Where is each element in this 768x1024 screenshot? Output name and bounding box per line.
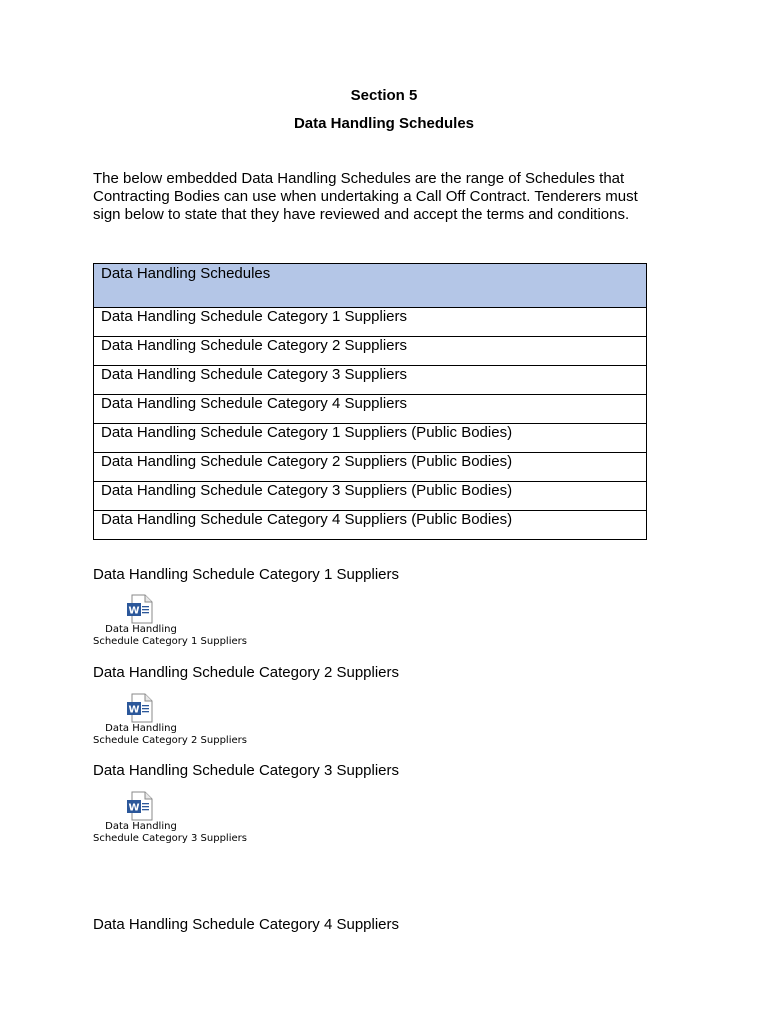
- table-cell: Data Handling Schedule Category 1 Suppliers (Public Bodies): [94, 424, 647, 453]
- table-row: [94, 482, 647, 511]
- attachment-label-category-1: Data Handling Schedule Category 1 Suppliers: [93, 566, 400, 583]
- section-title: Data Handling Schedules: [293, 115, 475, 132]
- table-row: [94, 424, 647, 453]
- embedded-document-category-3[interactable]: [93, 791, 247, 847]
- table-row: [94, 308, 647, 337]
- table-cell: Data Handling Schedule Category 3 Suppliers: [94, 366, 647, 395]
- embedded-document-caption: Data Handling Schedule Category 1 Suppliers: [93, 624, 247, 647]
- table-cell: Data Handling Schedule Category 1 Suppliers: [94, 308, 647, 337]
- word-document-icon: [125, 594, 155, 624]
- table-header-cell: Data Handling Schedules: [94, 264, 647, 308]
- section-number: Section 5: [350, 87, 418, 104]
- table-cell: Data Handling Schedule Category 2 Suppliers (Public Bodies): [94, 453, 647, 482]
- embedded-document-category-1[interactable]: [93, 594, 247, 650]
- attachment-label-category-3: Data Handling Schedule Category 3 Suppliers: [93, 762, 400, 779]
- table-row: [94, 366, 647, 395]
- table-row: [94, 453, 647, 482]
- word-document-icon: [125, 693, 155, 723]
- attachment-label-category-4: Data Handling Schedule Category 4 Suppliers: [93, 916, 400, 933]
- svg-text:W: W: [128, 704, 140, 716]
- table-cell: Data Handling Schedule Category 4 Suppliers (Public Bodies): [94, 511, 647, 540]
- table-row: [94, 511, 647, 540]
- svg-text:W: W: [128, 605, 140, 617]
- svg-text:W: W: [128, 802, 140, 814]
- schedules-table: [93, 263, 647, 540]
- table-cell: Data Handling Schedule Category 4 Suppliers: [94, 395, 647, 424]
- table-row: [94, 337, 647, 366]
- embedded-document-category-2[interactable]: [93, 693, 247, 749]
- intro-paragraph: The below embedded Data Handling Schedules are the range of Schedules that Contracting Bodies can use when undertaking a Call Off Contract. Tenderers must sign below to state that they have reviewed and accept the terms and conditions.: [93, 170, 638, 223]
- table-cell: Data Handling Schedule Category 3 Suppliers (Public Bodies): [94, 482, 647, 511]
- attachment-label-category-2: Data Handling Schedule Category 2 Suppliers: [93, 664, 400, 681]
- embedded-document-caption: Data Handling Schedule Category 3 Suppliers: [93, 821, 247, 844]
- word-document-icon: [125, 791, 155, 821]
- table-header-row: [94, 264, 647, 308]
- table-row: [94, 395, 647, 424]
- table-cell: Data Handling Schedule Category 2 Suppliers: [94, 337, 647, 366]
- embedded-document-caption: Data Handling Schedule Category 2 Suppliers: [93, 723, 247, 746]
